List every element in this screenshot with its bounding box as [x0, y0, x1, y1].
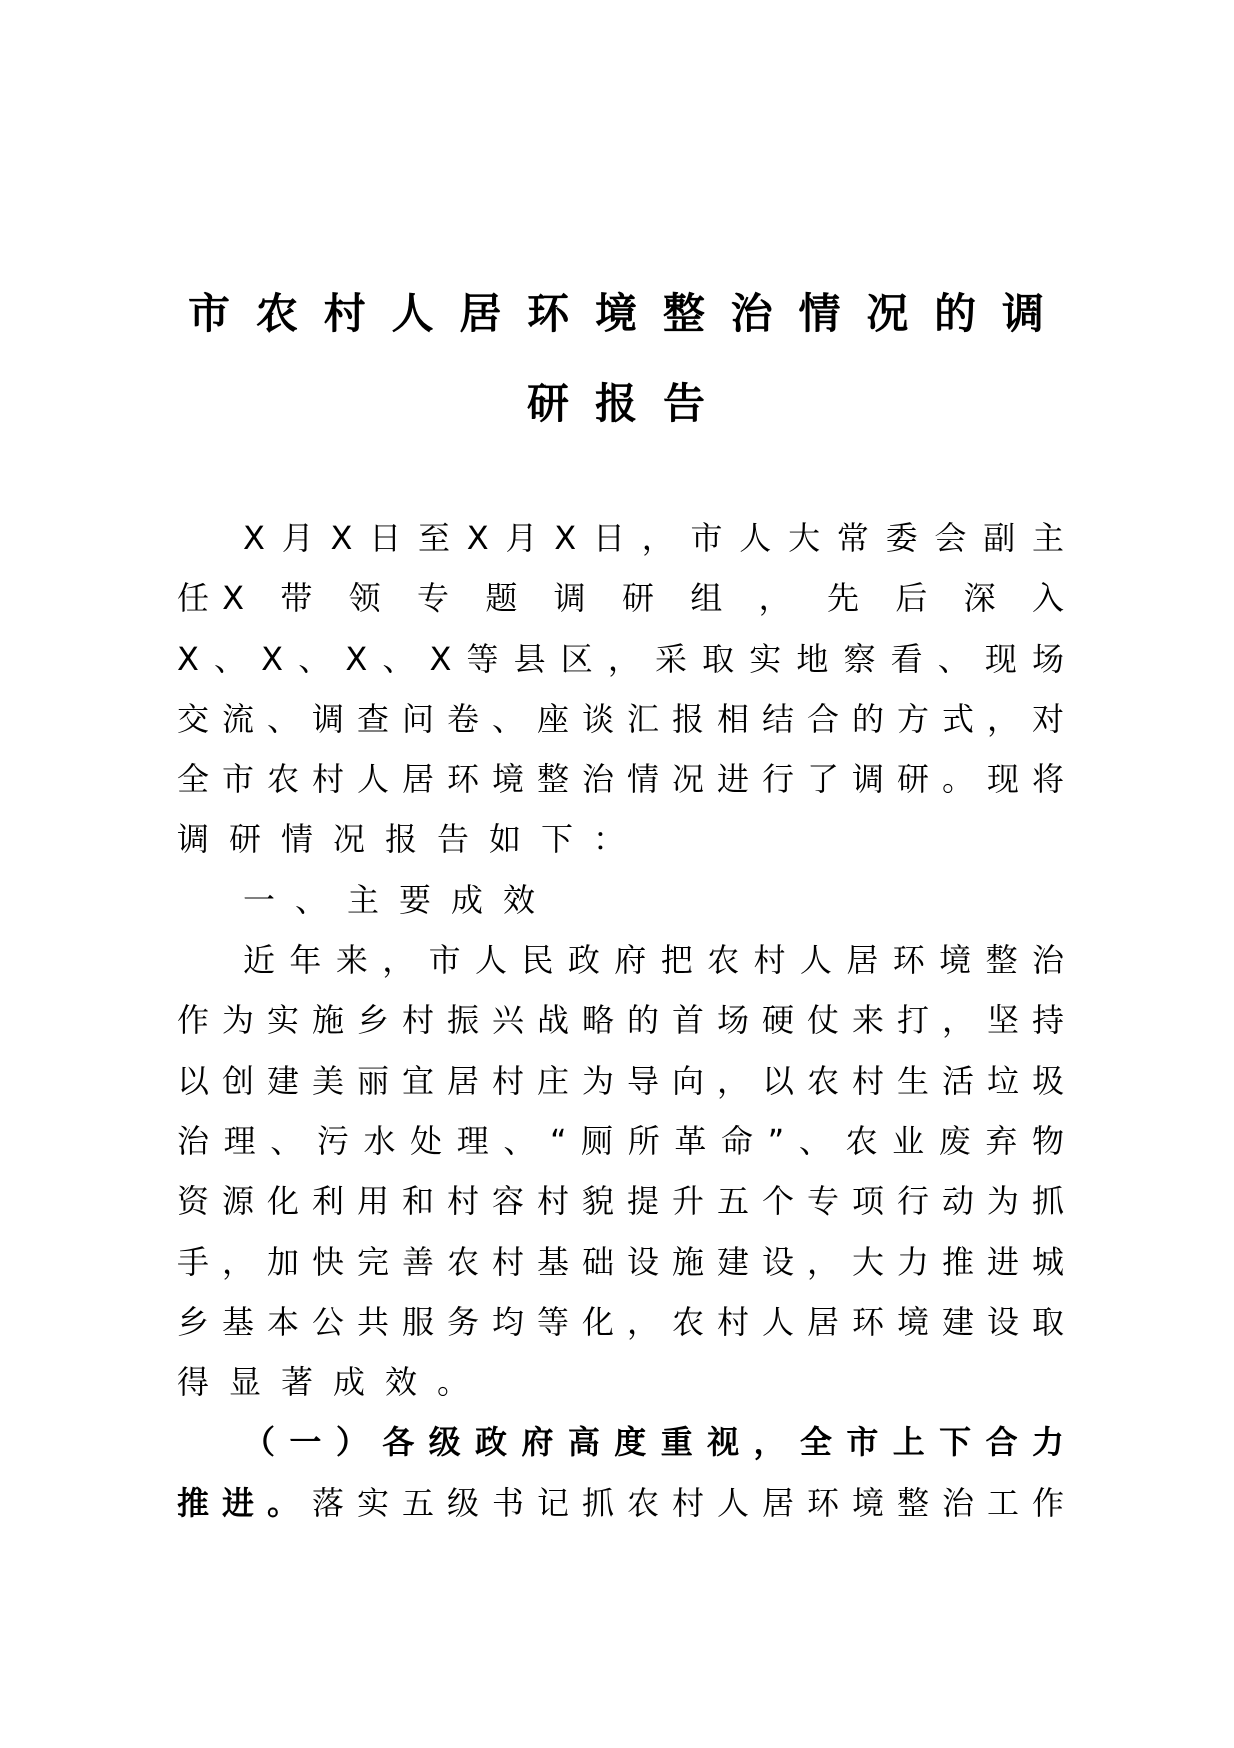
text-line: 得显著成效。 — [177, 1363, 490, 1402]
text-line: X、X、X、X等县区，采取实地察看、现场 — [177, 639, 1080, 678]
text-line: 以创建美丽宜居村庄为导向，以农村生活垃圾 — [177, 1061, 1077, 1100]
text-line: X月X日至X月X日，市人大常委会副主 — [243, 519, 1081, 557]
text-line: 交流、调查问卷、座谈汇报相结合的方式，对 — [177, 699, 1077, 738]
subsection-heading: （一）各级政府高度重视，全市上下合力 — [243, 1423, 1079, 1462]
text-line: 资源化利用和村容村貌提升五个专项行动为抓 — [177, 1182, 1077, 1221]
subsection-text: 落实五级书记抓农村人居环境整治工作 — [312, 1483, 1077, 1522]
title-line-2: 研报告 — [526, 379, 731, 428]
subsection-1-paragraph — [177, 1412, 1079, 1533]
text-line: 治理、污水处理、“厕所革命”、农业废弃物 — [177, 1121, 1079, 1160]
text-line: 作为实施乡村振兴战略的首场硬仗来打，坚持 — [177, 1001, 1077, 1040]
text-line: 调研情况报告如下： — [177, 820, 646, 859]
text-line: 手，加快完善农村基础设施建设，大力推进城 — [177, 1242, 1077, 1281]
section-heading: 一、主要成效 — [243, 880, 556, 919]
text-line: 近年来，市人民政府把农村人居环境整治 — [243, 941, 1079, 980]
title-line-1: 市农村人居环境整治情况的调 — [188, 289, 1044, 338]
document-title — [188, 269, 1044, 449]
text-line: 任X 带 领 专 题 调 研 组 ， 先 后 深 入 — [177, 579, 1078, 618]
text-line — [177, 1473, 1077, 1533]
text-line: 乡基本公共服务均等化，农村人居环境建设取 — [177, 1302, 1077, 1341]
section1-paragraph — [177, 930, 1079, 1412]
text-line: 全市农村人居环境整治情况进行了调研。现将 — [177, 760, 1077, 799]
document-body — [177, 508, 1081, 1533]
intro-paragraph — [177, 508, 1081, 870]
subsection-heading-end: 推进。 — [177, 1483, 312, 1522]
